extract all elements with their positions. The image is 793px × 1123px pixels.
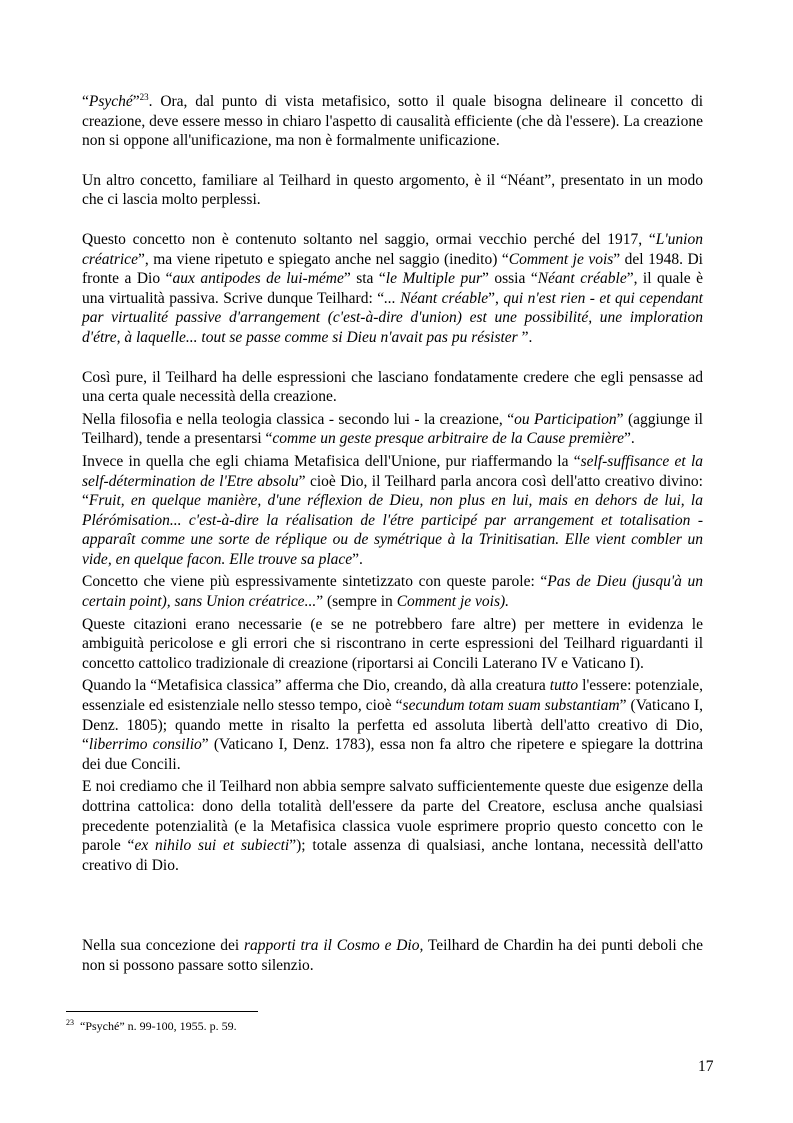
text-run: ”. — [623, 430, 635, 448]
text-run: ” (sempre in — [316, 593, 397, 611]
text-run: “ — [82, 93, 89, 110]
text-run: ” (Vaticano I, Denz. 1805); quando mette in risalto la perfetta ed assoluta libertà dell'atto creativo di Dio, “ — [82, 697, 703, 754]
text-run: ”, il quale è una virtualità passiva. Scrive dunque Teilhard: “ — [82, 270, 703, 307]
text-run: . Ora, dal punto di vista metafisico, sotto il quale bisogna delineare il concetto di creazione, deve essere messo in chiaro l'aspetto di causalità efficiente (che dà l'essere). La creazione non si oppone all'unificazione, ma non è formalmente unificazione. — [82, 93, 703, 150]
text-run: ”. — [521, 328, 533, 346]
italic-text: secundum totam suam substantiam — [402, 697, 620, 715]
footnote-separator — [66, 1011, 258, 1012]
text-run: l'essere: potenziale, essenziale ed esistenziale nello stesso tempo, cioè “ — [82, 677, 703, 715]
italic-text: aux antipodes de lui-méme — [172, 270, 344, 288]
paragraph — [82, 936, 703, 975]
italic-text: ex nihilo sui et subiecti — [134, 837, 290, 855]
italic-text: ... Néant créable — [384, 289, 489, 307]
footnote — [66, 1019, 237, 1034]
footnote-text: “Psyché” n. 99-100, 1955. p. 59. — [80, 1019, 237, 1033]
text-run: Teilhard de Chardin ha dei punti deboli che non si possono passare sotto silenzio. — [82, 937, 703, 974]
paragraph — [82, 676, 703, 774]
paragraph — [82, 171, 703, 210]
text-run: ” ossia “ — [482, 270, 538, 288]
text-run: ” del 1948. Di fronte a Dio “ — [82, 250, 703, 288]
italic-text: Pas de Dieu (jusqu'à un certain point), sans Union créatrice... — [82, 573, 703, 611]
text-run: ” (Vaticano I, Denz. 1783), essa non fa altro che ripetere e spiegare la dottrina dei due Concili. — [82, 736, 703, 773]
italic-text: Psyché — [88, 93, 133, 110]
italic-text: liberrimo consilio — [88, 736, 202, 754]
text-run: Invece in quella che egli chiama Metafisica dell'Unione, pur riaffermando la “ — [82, 452, 581, 470]
italic-text: L'union créatrice — [82, 230, 703, 268]
text-run: Un altro concetto, familiare al Teilhard in questo argomento, è il “Néant”, presentato in un modo che ci lascia molto perplessi. — [82, 171, 703, 209]
paragraph — [82, 452, 703, 570]
text-run: ” (aggiunge il Teilhard), tende a presentarsi “ — [82, 410, 703, 448]
text-run: Così pure, il Teilhard ha delle espressioni che lasciano fondatamente credere che egli pensasse ad una certa quale necessità della creazione. — [82, 368, 703, 406]
italic-text: comme un geste presque arbitraire de la Cause première — [272, 430, 624, 448]
italic-text: Comment je vois). — [396, 593, 510, 611]
page-number: 17 — [698, 1058, 714, 1075]
italic-text: self-suffisance et la self-détermination de l'Etre absolu — [82, 452, 703, 490]
italic-text: qui n'est rien - et qui cependant par virtualité passive d'arrangement (c'est-à-dire d'union) est une possibilité, une imploration d'étre, à laquelle... tout se passe comme si Dieu n'avait pas pu résister — [82, 289, 703, 346]
paragraph — [82, 230, 703, 348]
italic-text: le Multiple pur — [385, 270, 482, 288]
text-run: ”); totale assenza di qualsiasi, anche lontana, necessità dell'atto creativo di Dio. — [82, 837, 703, 874]
text-run: Questo concetto non è contenuto soltanto nel saggio, ormai vecchio perché del 1917, “ — [82, 230, 656, 248]
italic-text: Néant créable — [537, 270, 627, 288]
paragraph — [82, 92, 703, 151]
page-body — [82, 92, 703, 976]
italic-text: tutto — [549, 677, 579, 695]
footnote-ref: 23 — [139, 91, 149, 102]
italic-text: ou Participation — [514, 410, 617, 428]
paragraph — [82, 410, 703, 449]
text-run: Nella sua concezione dei — [82, 937, 244, 955]
text-run: Nella filosofia e nella teologia classica - secondo lui - la creazione, “ — [82, 410, 515, 428]
paragraph — [82, 572, 703, 611]
text-run: E noi crediamo che il Teilhard non abbia sempre salvato sufficientemente queste due esigenze della dottrina cattolica: dono della totalità dell'essere da parte del Creatore, esclusa anche qualsiasi precedente potenzialità (e la Metafisica classica vuole esprimere proprio questo concetto con le parole “ — [82, 778, 703, 855]
text-run: Queste citazioni erano necessarie (e se ne potrebbero fare altre) per mettere in evidenza le ambiguità pericolose e gli errori che si riscontrano in certe espressioni del Teilhard riguardanti il concetto cattolico tradizionale di creazione (riportarsi ai Concili Laterano IV e Vaticano I). — [82, 615, 703, 672]
text-run: Concetto che viene più espressivamente sintetizzato con queste parole: “ — [82, 573, 548, 591]
text-run: Quando la “Metafisica classica” afferma che Dio, creando, dà alla creatura — [82, 677, 550, 695]
text-run: ”, — [488, 289, 504, 307]
paragraph — [82, 368, 703, 407]
text-run: ” — [132, 93, 140, 110]
paragraph — [82, 615, 703, 674]
italic-text: Comment je vois — [508, 250, 614, 268]
footnote-number: 23 — [66, 1018, 74, 1027]
italic-text: Fruit, en quelque manière, d'une réflexion de Dieu, non plus en lui, mais en dehors de lui, la Plérómisation... c'est-à-dire la réalisation de l'étre participé par arrangement et totalisation - apparaît comme une sorte de réplique ou de symétrique à la Trinitisatian. Elle vient combler un vide, en quelque facon. Elle trouve sa place — [82, 492, 703, 568]
text-run: ” cioè Dio, il Teilhard parla ancora così dell'atto creativo divino: “ — [82, 472, 703, 510]
text-run: ”, ma viene ripetuto e spiegato anche nel saggio (inedito) “ — [137, 250, 509, 268]
italic-text: rapporti tra il Cosmo e Dio, — [244, 937, 424, 955]
paragraph — [82, 777, 703, 875]
text-run: ”. — [352, 550, 363, 568]
text-run: ” sta “ — [343, 270, 386, 288]
